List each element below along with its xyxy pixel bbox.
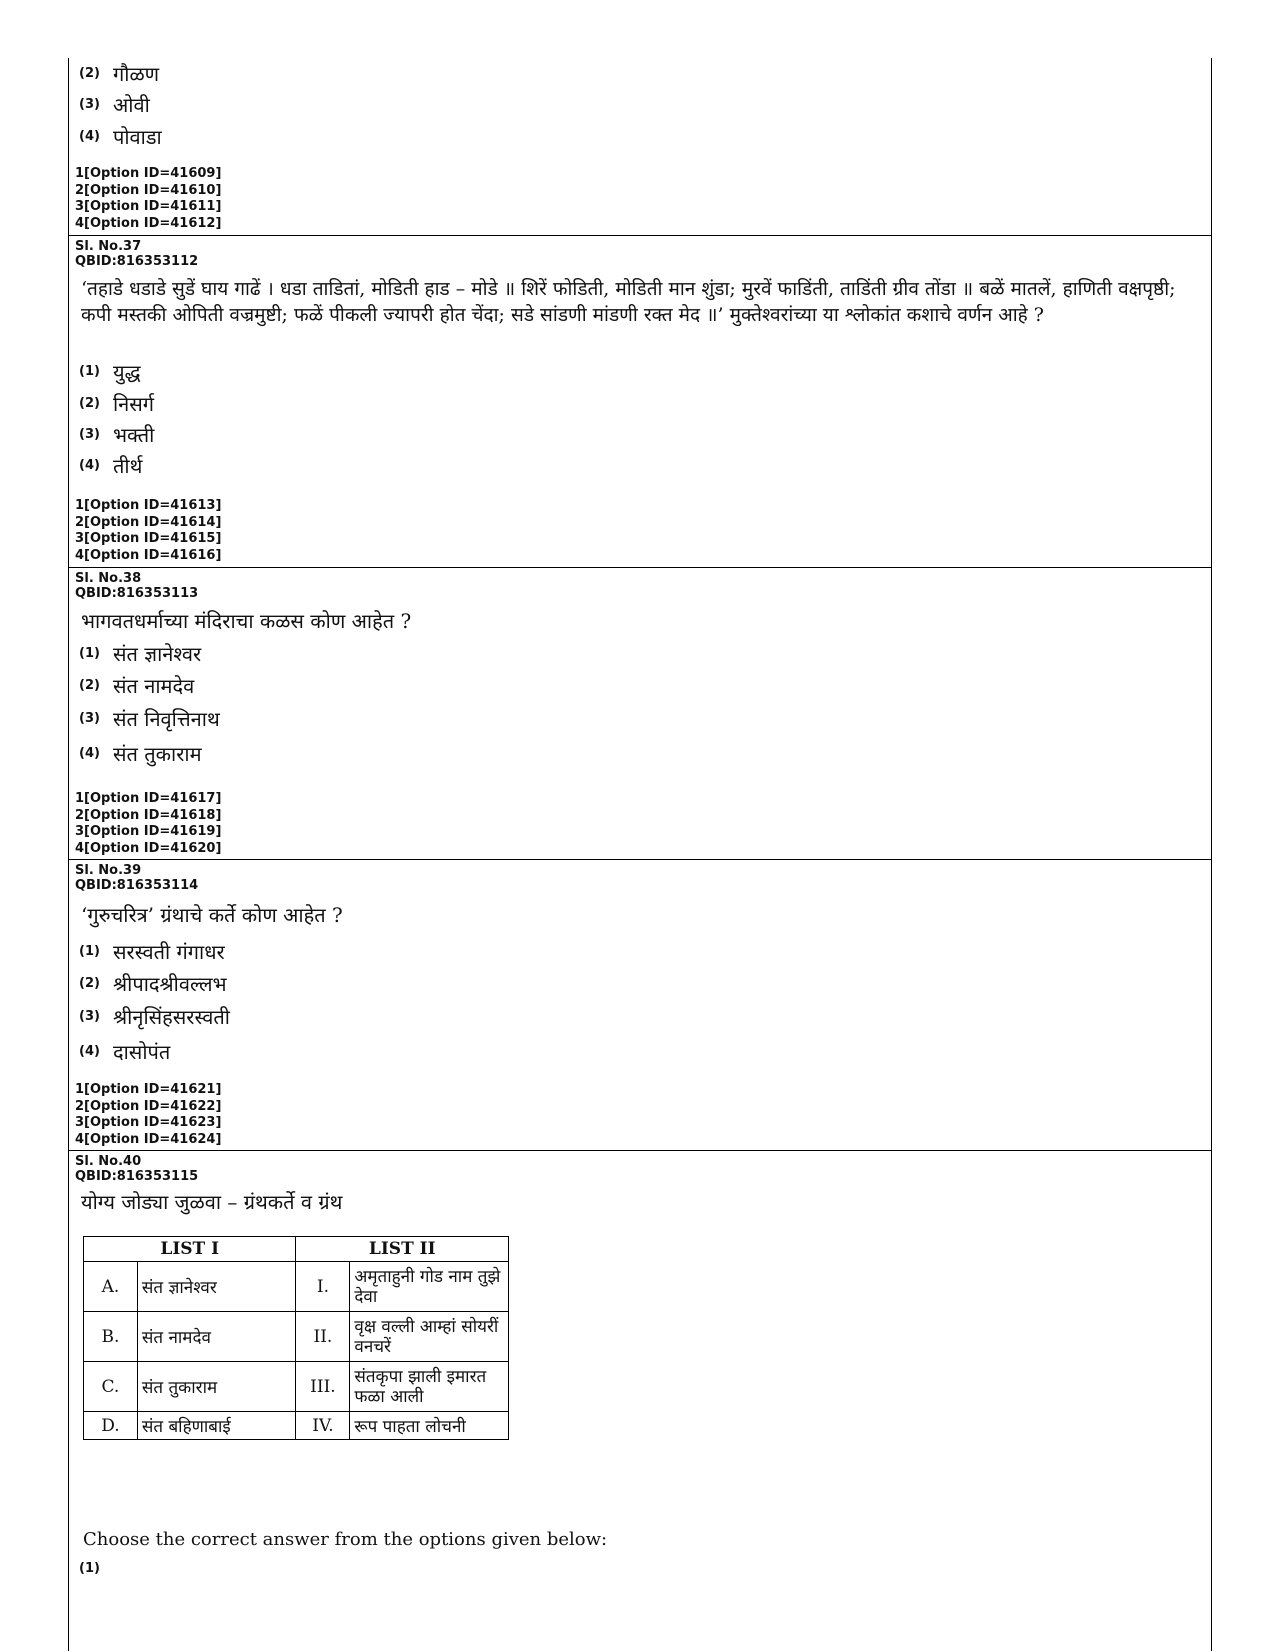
option-number: (2) [79,65,100,81]
list-2-label: IV. [296,1412,350,1440]
qbid: QBID:816353112 [75,254,199,269]
option-number: (3) [79,1008,100,1024]
list-1-text: संत ज्ञानेश्वर [137,1262,296,1312]
option-number: (4) [79,457,100,473]
option-text: निसर्ग [113,391,155,416]
option-item [79,58,159,88]
option-number: (4) [79,1043,100,1059]
option-id: 1[Option ID=41621] [75,1082,222,1097]
option-text: पोवाडा [113,124,162,149]
option-item [79,638,201,668]
list-1-label: B. [84,1312,138,1362]
question-meta [75,239,198,269]
option-text: श्रीपादश्रीवल्लभ [113,971,227,996]
list-2-label: I. [296,1262,350,1312]
question-38 [69,568,1211,860]
option-text: श्रीनृसिंहसरस्वती [113,1004,230,1029]
option-item [79,450,142,480]
option-item [79,738,202,768]
option-item [79,936,225,966]
option-id: 3[Option ID=41611] [75,199,222,214]
option-text: गौळण [113,61,160,86]
option-text: संत निवृत्तिनाथ [113,706,220,731]
option-item [79,968,227,998]
option-id-list [75,1082,221,1148]
table-header-list-1: LIST I [84,1237,296,1262]
qbid: QBID:816353114 [75,878,199,893]
option-id-list [75,791,221,857]
option-number: (2) [79,975,100,991]
option-number: (4) [79,745,100,761]
option-number: (2) [79,395,100,411]
option-text: युद्ध [113,359,141,384]
option-id: 2[Option ID=41618] [75,807,222,823]
list-2-text: अमृताहुनी गोड नाम तुझे देवा [350,1262,509,1312]
question-paper-frame [68,58,1212,1651]
list-1-text: संत नामदेव [137,1312,296,1362]
question-text: ‘तहाडे धडाडे सुडें घाय गाढें । धडा ताडितां, मोडिती हाड – मोडे ॥ शिरें फोडिती, मोडिती मान शुंडा; मुरवें फाडिंती, ताडिंती ग्रीव तोंडा ॥ बळें मातलें, हाणिती वक्षपृष्ठी; कपी मस्तकी ओपिती वज्रमुष्टी; फळें पीकली ज्यापरी होत चेंदा; सडे सांडणी मांडणी रक्त मेद ॥’ मुक्तेश्वरांच्या या श्लोकांत कशाचे वर्णन आहे ? [81,278,1176,326]
option-item [79,1036,170,1066]
serial-number: Sl. No.40 [75,1154,142,1169]
serial-number: Sl. No.38 [75,571,142,586]
option-number: (1) [79,943,100,959]
question-40 [69,1151,1211,1651]
match-table [83,1236,509,1440]
list-2-label: II. [296,1312,350,1362]
serial-number: Sl. No.39 [75,863,142,878]
option-item [79,121,162,151]
question-meta [75,571,198,601]
option-item [79,1001,230,1031]
table-header-row [84,1237,509,1262]
option-text: दासोपंत [113,1039,171,1064]
option-id: 4[Option ID=41620] [75,840,222,856]
table-row [84,1412,509,1440]
question-meta [75,863,198,893]
option-text: भक्ती [113,422,155,447]
table-row [84,1362,509,1412]
question-meta [75,1154,198,1184]
list-2-text: संतकृपा झाली इमारत फळा आली [350,1362,509,1412]
qbid: QBID:816353113 [75,586,199,601]
option-item [79,356,141,386]
question-37 [69,236,1211,568]
list-2-text: रूप पाहता लोचनी [350,1412,509,1440]
question-text: योग्य जोड्या जुळवा – ग्रंथकर्ते व ग्रंथ [81,1190,343,1214]
choose-instruction: Choose the correct answer from the options given below: [83,1529,608,1550]
option-item [79,670,194,700]
option-text: संत तुकाराम [113,741,202,766]
option-id: 3[Option ID=41615] [75,531,222,546]
option-text: तीर्थ [113,453,143,478]
list-1-text: संत तुकाराम [137,1362,296,1412]
option-number: (3) [79,426,100,442]
option-number: (4) [79,128,100,144]
option-id: 1[Option ID=41617] [75,791,222,806]
option-text: सरस्वती गंगाधर [113,939,225,964]
option-text: ओवी [113,92,150,117]
option-id: 2[Option ID=41614] [75,514,222,530]
table-header-list-2: LIST II [296,1237,509,1262]
table-row [84,1312,509,1362]
option-item [79,703,220,733]
option-id: 4[Option ID=41624] [75,1131,222,1147]
option-item [79,388,154,418]
option-item [79,419,154,449]
option-number: (2) [79,677,100,693]
option-id: 4[Option ID=41616] [75,547,222,563]
option-id-list [75,498,221,564]
list-1-label: C. [84,1362,138,1412]
option-id: 2[Option ID=41610] [75,182,222,198]
option-id: 1[Option ID=41613] [75,498,222,513]
list-2-label: III. [296,1362,350,1412]
question-36-tail [69,58,1211,236]
qbid: QBID:816353115 [75,1169,199,1184]
table-row [84,1262,509,1312]
option-number: (1) [79,1561,100,1576]
serial-number: Sl. No.37 [75,239,142,254]
option-text: संत नामदेव [113,673,195,698]
option-id: 1[Option ID=41609] [75,166,222,181]
question-text: ‘गुरुचरित्र’ ग्रंथाचे कर्ते कोण आहेत ? [81,903,343,927]
question-39 [69,860,1211,1151]
option-id: 2[Option ID=41622] [75,1098,222,1114]
question-text: भागवतधर्माच्या मंदिराचा कळस कोण आहेत ? [81,609,412,633]
list-1-label: A. [84,1262,138,1312]
option-number: (1) [79,363,100,379]
option-number: (3) [79,710,100,726]
list-1-text: संत बहिणाबाई [137,1412,296,1440]
option-id: 3[Option ID=41619] [75,824,222,839]
option-text: संत ज्ञानेश्वर [113,641,202,666]
option-number: (1) [79,645,100,661]
option-item [79,89,150,119]
list-2-text: वृक्ष वल्ली आम्हां सोयरीं वनचरें [350,1312,509,1362]
list-1-label: D. [84,1412,138,1440]
option-number: (3) [79,96,100,112]
option-id-list [75,166,221,232]
option-id: 4[Option ID=41612] [75,215,222,231]
option-id: 3[Option ID=41623] [75,1115,222,1130]
